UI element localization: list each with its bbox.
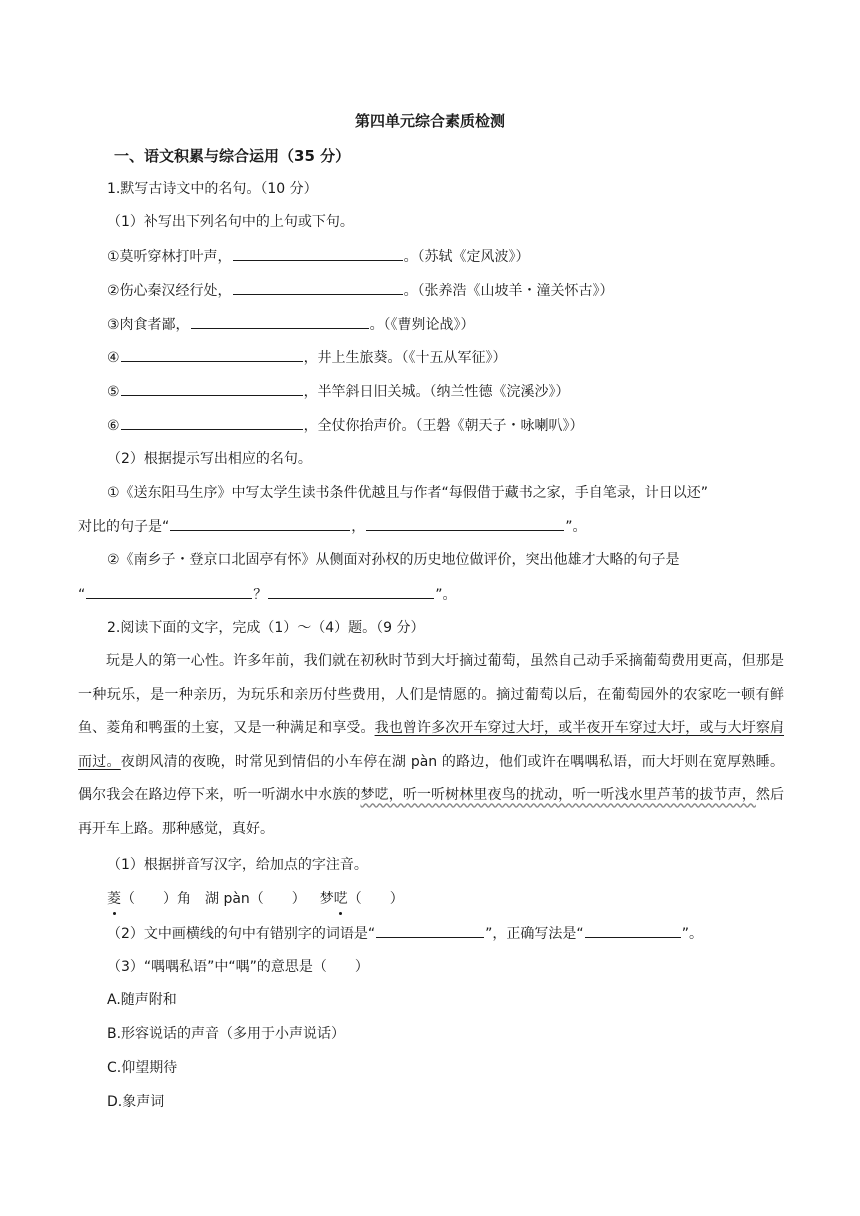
pinyin-slot[interactable]: （ ）角 bbox=[121, 891, 191, 907]
hint-text: ？ bbox=[253, 587, 268, 603]
passage-text: 然后再开车上路。那种感觉，真好。 bbox=[78, 787, 785, 837]
answer-blank[interactable] bbox=[376, 923, 484, 938]
answer-blank[interactable] bbox=[170, 516, 350, 531]
fill-item-suffix: 。（《曹刿论战》） bbox=[369, 317, 475, 333]
fill-item bbox=[107, 314, 475, 335]
fill-item-prefix: ①莫听穿林打叶声， bbox=[107, 249, 232, 265]
fill-item-prefix: ⑥ bbox=[107, 418, 120, 434]
hint-text: 对比的句子是“ bbox=[78, 519, 170, 535]
pinyin-slot[interactable]: （ ） bbox=[347, 891, 404, 907]
dotted-char: 菱 bbox=[107, 891, 121, 907]
fill-item-suffix: ，井上生旅葵。（《十五从军征》） bbox=[303, 350, 507, 366]
question-text: （2）文中画横线的句中有错别字的词语是“ bbox=[107, 926, 376, 942]
hint-2-line-1: ②《南乡子・登京口北固亭有怀》从侧面对孙权的历史地位做评价，突出他雄才大略的句子是 bbox=[107, 552, 680, 568]
hint-1-line-2 bbox=[78, 516, 587, 537]
fill-item-prefix: ③肉食者鄙， bbox=[107, 317, 190, 333]
hint-1-line-1: ①《送东阳马生序》中写太学生读书条件优越且与作者“每假借于藏书之家，手自笔录，计日以还” bbox=[107, 485, 709, 501]
fill-item-suffix: ，半竿斜日旧关城。（纳兰性德《浣溪沙》） bbox=[303, 384, 570, 400]
answer-blank[interactable] bbox=[366, 516, 564, 531]
passage-text: 夜朗风清的夜晚，时常见到情侣的小车停在湖 pàn 的路边，他们或许在喁喁私语，而大圩则在宽厚熟睡。偶尔我会在路边停下来，听一听湖水中水族的 bbox=[78, 753, 784, 804]
pinyin-slot[interactable]: 湖 pàn（ ） bbox=[205, 891, 306, 907]
pinyin-text: 梦 bbox=[319, 891, 334, 907]
question-2-sub-2 bbox=[107, 923, 703, 944]
dotted-char: 呓 bbox=[333, 891, 348, 907]
hint-text: ， bbox=[351, 519, 366, 535]
option-b[interactable]: B.形容说话的声音（多用于小声说话） bbox=[107, 1026, 346, 1042]
fill-item-suffix: ，全仗你抬声价。（王磐《朝天子・咏喇叭》） bbox=[303, 418, 584, 434]
answer-blank[interactable] bbox=[233, 280, 403, 295]
hint-2-line-2 bbox=[78, 584, 457, 605]
question-1-heading: 1.默写古诗文中的名句。（10 分） bbox=[107, 181, 318, 197]
pinyin-items bbox=[107, 889, 404, 909]
answer-blank[interactable] bbox=[233, 246, 403, 261]
fill-item bbox=[107, 381, 570, 402]
fill-item-suffix: 。（苏轼《定风波》） bbox=[403, 249, 530, 265]
answer-blank[interactable] bbox=[121, 347, 303, 362]
reading-passage bbox=[78, 645, 784, 847]
answer-blank[interactable] bbox=[121, 415, 303, 430]
question-1-sub-2: （2）根据提示写出相应的名句。 bbox=[107, 451, 312, 467]
section-heading: 一、语文积累与综合运用（35 分） bbox=[114, 147, 351, 165]
option-a[interactable]: A.随声附和 bbox=[107, 992, 177, 1008]
answer-blank[interactable] bbox=[191, 314, 369, 329]
hint-text: ”。 bbox=[565, 519, 587, 535]
wavy-underlined-text: 梦呓，听一听树林里夜鸟的扰动，听一听浅水里芦苇的拔节声， bbox=[360, 787, 756, 804]
question-2-heading: 2.阅读下面的文字，完成（1）～（4）题。（9 分） bbox=[107, 620, 425, 636]
answer-blank[interactable] bbox=[121, 381, 303, 396]
answer-blank[interactable] bbox=[268, 584, 434, 599]
question-text: ”。 bbox=[681, 926, 703, 942]
option-d[interactable]: D.象声词 bbox=[107, 1094, 165, 1110]
question-text: ”，正确写法是“ bbox=[485, 926, 584, 942]
question-2-sub-3: （3）“喁喁私语”中“喁”的意思是（ ） bbox=[107, 959, 369, 975]
question-1-sub-1: （1）补写出下列名句中的上句或下句。 bbox=[107, 214, 354, 230]
question-2-sub-1: （1）根据拼音写汉字，给加点的字注音。 bbox=[107, 857, 368, 873]
answer-blank[interactable] bbox=[86, 584, 252, 599]
fill-item-prefix: ⑤ bbox=[107, 384, 120, 400]
fill-item bbox=[107, 246, 530, 267]
fill-item-prefix: ④ bbox=[107, 350, 120, 366]
hint-text: ”。 bbox=[435, 587, 457, 603]
fill-item-suffix: 。（张养浩《山坡羊・潼关怀古》） bbox=[403, 283, 614, 299]
page-title: 第四单元综合素质检测 bbox=[354, 112, 505, 130]
fill-item bbox=[107, 415, 584, 436]
fill-item-prefix: ②伤心秦汉经行处， bbox=[107, 283, 232, 299]
answer-blank[interactable] bbox=[585, 923, 681, 938]
fill-item bbox=[107, 280, 614, 301]
passage-text: 玩是人的第一心性。许多年前，我们就在初秋时节到大圩摘过葡萄，虽然自己动手采摘葡萄费用更高，但那是一种玩乐，是一种亲历，为玩乐和亲历付些费用，人们是情愿的。摘过葡萄以后，在葡萄园外的农家吃一顿有鲜鱼、菱角和鸭蛋的土宴，又是一种满足和享受。 bbox=[78, 653, 784, 737]
underlined-sentence: 我也曾许多次开车穿过大圩，或半夜开车穿过大圩，或与大圩察肩而过。 bbox=[78, 720, 785, 770]
fill-item bbox=[107, 347, 507, 368]
hint-text: “ bbox=[78, 587, 86, 603]
option-c[interactable]: C.仰望期待 bbox=[107, 1060, 178, 1076]
